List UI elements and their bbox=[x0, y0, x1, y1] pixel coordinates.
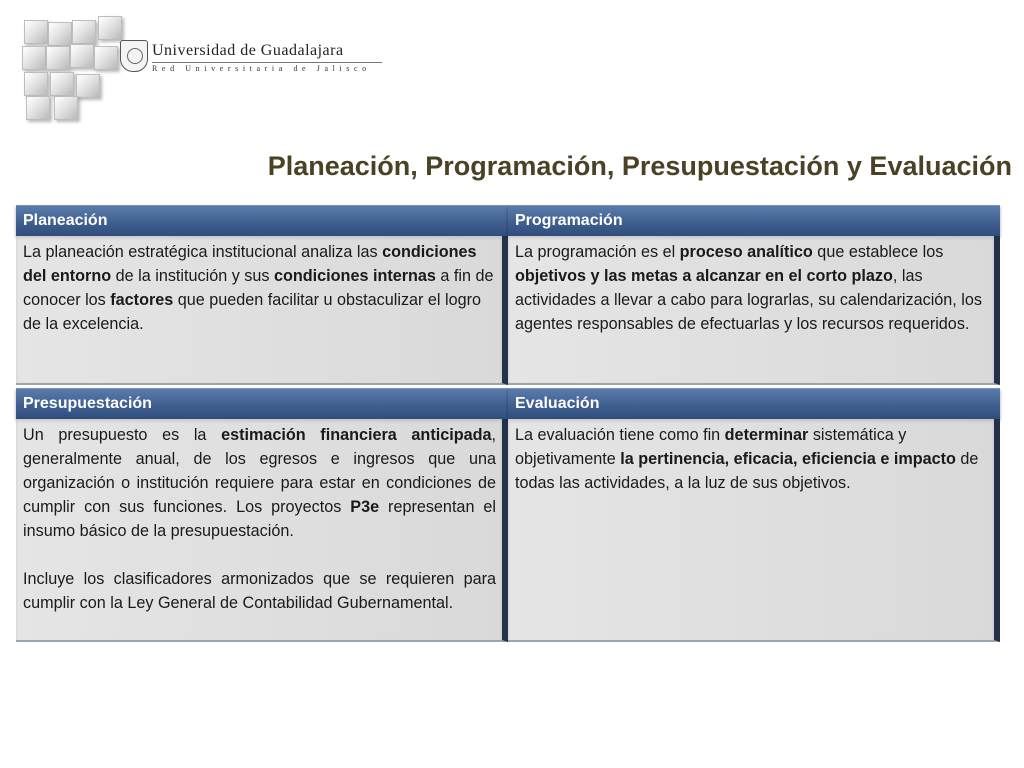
bold-text: determinar bbox=[724, 426, 809, 444]
text-run: representan el insumo básico de la presupuestación. bbox=[23, 498, 496, 540]
bold-text: factores bbox=[110, 291, 174, 309]
bold-text: condiciones del entorno bbox=[23, 243, 477, 285]
text-run: , las actividades a llevar a cabo para lograrlas, su calendarización, los agentes responsables de efectuarlas y los recursos requeridos. bbox=[515, 267, 982, 333]
card-header: Presupuestación bbox=[16, 388, 508, 419]
text-run: La evaluación tiene como fin bbox=[515, 426, 725, 444]
text-run: La planeación estratégica institucional analiza las bbox=[23, 243, 383, 261]
card-paragraph bbox=[23, 240, 496, 336]
university-name: Universidad de Guadalajara bbox=[152, 42, 344, 59]
card-header: Planeación bbox=[16, 205, 508, 236]
text-run: de la institución y sus bbox=[111, 267, 274, 285]
text-run: , generalmente anual, de los egresos e ingresos que una organización o institución requiere para estar en condiciones de cumplir con sus funciones. Los proyectos bbox=[23, 426, 496, 516]
card-planeacion bbox=[16, 205, 508, 385]
bold-text: P3e bbox=[350, 498, 380, 516]
card-body bbox=[508, 419, 1000, 642]
university-subtitle: Red Universitaria de Jalisco bbox=[152, 62, 382, 73]
bold-text: objetivos y las metas a alcanzar en el corto plazo bbox=[515, 267, 893, 285]
university-seal-icon bbox=[120, 40, 148, 72]
university-logo bbox=[120, 40, 380, 76]
bold-text: la pertinencia, eficacia, eficiencia e impacto bbox=[620, 450, 956, 468]
card-body bbox=[16, 236, 508, 385]
text-run: que pueden facilitar u obstaculizar el logro de la excelencia. bbox=[23, 291, 482, 333]
bold-text: estimación financiera anticipada bbox=[221, 426, 492, 444]
card-body bbox=[16, 419, 508, 642]
bold-text: proceso analítico bbox=[679, 243, 813, 261]
text-run: La programación es el bbox=[515, 243, 680, 261]
card-presupuestacion bbox=[16, 388, 508, 642]
card-paragraph bbox=[23, 567, 496, 615]
card-header: Evaluación bbox=[508, 388, 1000, 419]
card-paragraph bbox=[515, 240, 988, 336]
card-programacion bbox=[508, 205, 1000, 385]
text-run: que establece los bbox=[812, 243, 944, 261]
card-paragraph bbox=[515, 423, 988, 495]
bold-text: condiciones internas bbox=[274, 267, 436, 285]
text-run: de todas las actividades, a la luz de sus objetivos. bbox=[515, 450, 979, 492]
card-body bbox=[508, 236, 1000, 385]
text-run: a fin de conocer los bbox=[23, 267, 494, 309]
card-header: Programación bbox=[508, 205, 1000, 236]
card-paragraph bbox=[23, 423, 496, 543]
card-evaluacion bbox=[508, 388, 1000, 642]
text-run: Un presupuesto es la bbox=[23, 426, 222, 444]
logo-cubes-graphic bbox=[20, 16, 124, 120]
text-run: Incluye los clasificadores armonizados que se requieren para cumplir con la Ley General de Contabilidad Gubernamental. bbox=[23, 570, 496, 612]
text-run: sistemática y objetivamente bbox=[515, 426, 907, 468]
page-title: Planeación, Programación, Presupuestación y Evaluación bbox=[267, 151, 1012, 181]
